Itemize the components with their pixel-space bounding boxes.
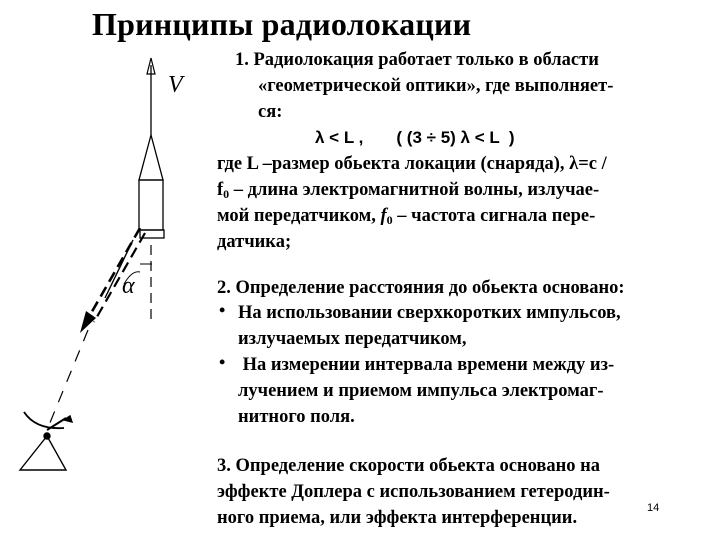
definition-line3: мой передатчиком, $f_0$ – частота сигнала пере- (217, 206, 596, 227)
page-number: 14 (647, 502, 660, 514)
section3-line1: 3. Определение скорости обьекта основано на (217, 456, 601, 476)
section3-line3: ного приема, или эффекта интерференции. (217, 508, 578, 528)
bullet-2-line3: нитного поля. (238, 407, 355, 427)
velocity-label: V (168, 72, 183, 98)
bullet-2-line2: лучением и приемом импульса электромаг- (238, 381, 604, 401)
slide-title: Принципы радиолокации (92, 6, 472, 42)
bullet-2-marker: • (219, 352, 226, 372)
beam-return (94, 233, 145, 322)
section1-line1: 1. Радиолокация работает только в области (235, 50, 599, 70)
definition-line4: датчика; (217, 232, 292, 252)
projectile (139, 135, 164, 238)
radar-dish (20, 412, 72, 470)
bullet-2-line1: На измерении интервала времени между из- (238, 355, 615, 375)
section2-heading: 2. Определение расстояния до обьекта основано: (217, 278, 625, 298)
definition-line1: где L –размер обьекта локации (снаряда), λ=с / (217, 154, 607, 174)
radar-diagram (0, 0, 230, 540)
bullet-1-line2: излучаемых передатчиком, (238, 329, 467, 349)
formula: λ < L , ( (3 ÷ 5) λ < L ) (315, 128, 515, 147)
angle-label: α (122, 273, 135, 299)
line-of-sight (47, 330, 88, 430)
bullet-1-marker: • (219, 300, 226, 320)
beam-arrowhead (80, 311, 96, 333)
section1-line3: ся: (258, 102, 283, 122)
bullet-1-line1: На использовании сверхкоротких импульсов, (238, 303, 621, 323)
definition-line2: $f_0$ – длина электромагнитной волны, излучае- (217, 180, 600, 201)
section1-line2: «геометрической оптики», где выполняет- (258, 76, 614, 96)
section3-line2: эффекте Доплера с использованием гетеродин- (217, 482, 610, 502)
